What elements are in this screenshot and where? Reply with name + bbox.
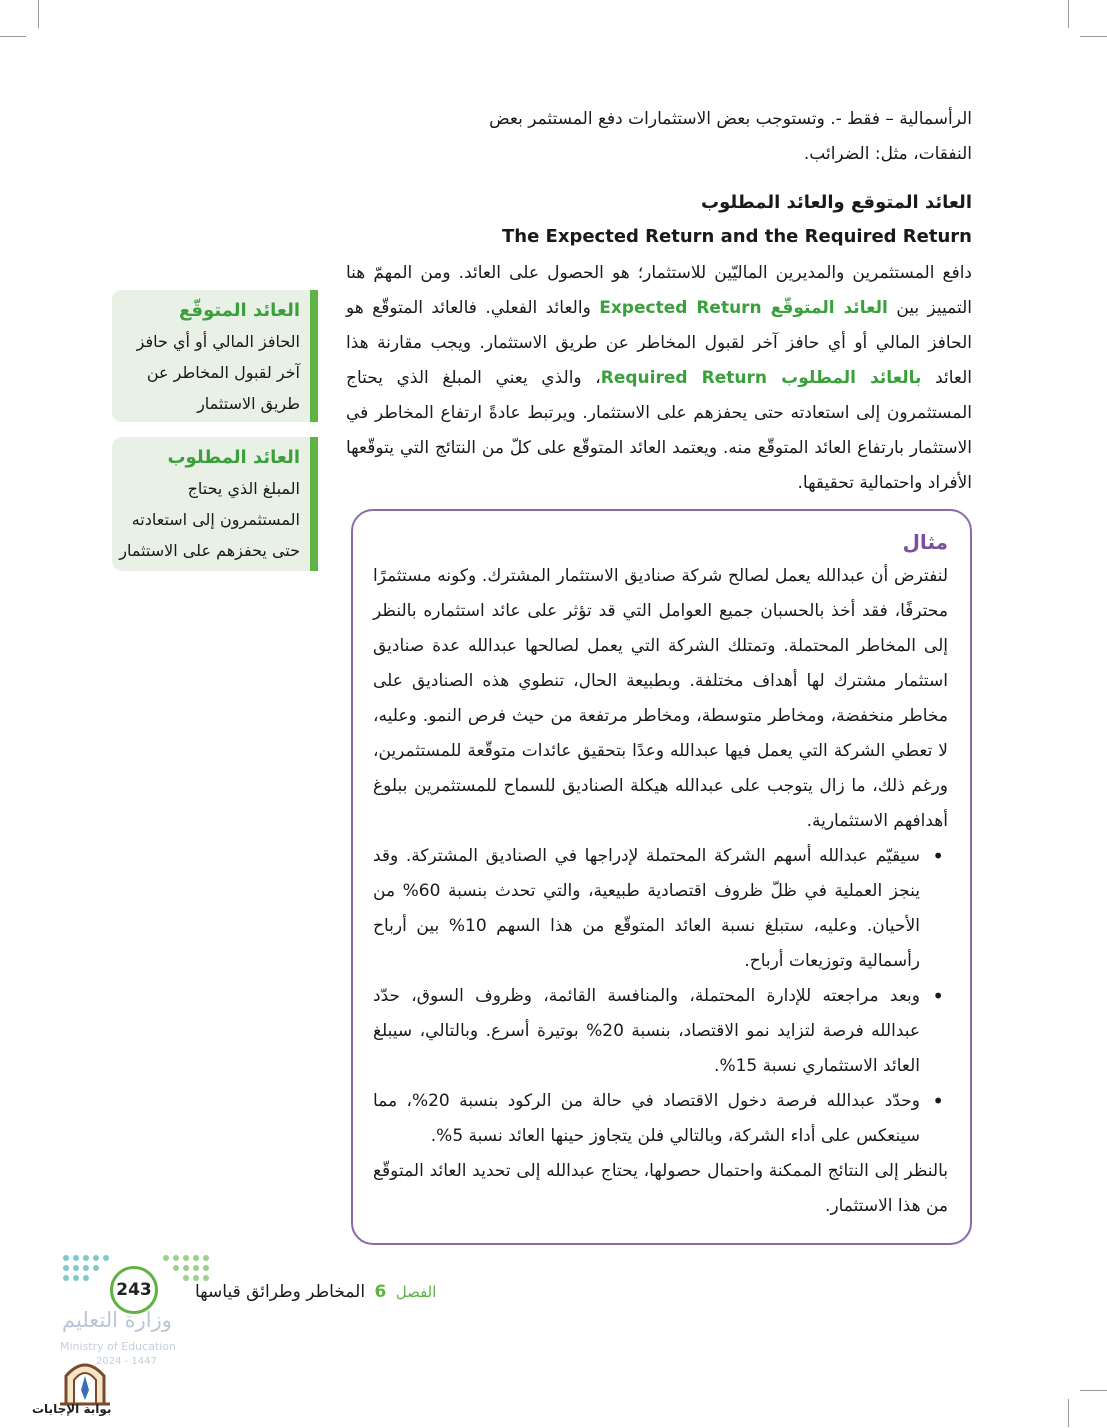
- sidebar-line: المستثمرون إلى استعادته: [131, 510, 300, 529]
- term-required-return: [601, 368, 922, 388]
- term-required-ar: بالعائد المطلوب: [781, 368, 922, 388]
- sidebar-title: العائد المطلوب: [167, 447, 300, 468]
- crop-mark: [1080, 1390, 1107, 1391]
- intro-paragraph: [346, 102, 972, 172]
- sidebar-line: الحافز المالي أو أي حافز: [136, 332, 300, 351]
- crop-mark: [38, 0, 39, 28]
- body-text: [346, 256, 972, 501]
- sidebar-definition-required: [112, 437, 318, 571]
- term-expected-ar: العائد المتوقّع: [770, 298, 888, 318]
- body-text-part: ، والذي يعني المبلغ الذي يحتاج المستثمرون إلى استعادته حتى يحفزهم على الاستثمار. ويرتبط عادةً ارتفاع المخاطر في الاستثمار بارتفاع العائد المتوقّع منه. ويعتمد العائد المتوقّع على كلّ من النتائج التي يتوقّعها الأفراد واحتمالية تحقيقها.: [346, 368, 972, 493]
- intro-line: النفقات، مثل: الضرائب.: [803, 144, 972, 164]
- term-expected-en: Expected Return: [599, 298, 762, 318]
- section-heading-arabic: العائد المتوقع والعائد المطلوب: [701, 192, 972, 213]
- section-heading-english: The Expected Return and the Required Return: [501, 226, 972, 247]
- ministry-name-english: Ministry of Education: [60, 1340, 177, 1353]
- sidebar-definition-expected: [112, 290, 318, 422]
- example-bullet: • وبعد مراجعته للإدارة المحتملة، والمنافسة القائمة، وظروف السوق، حدّد عبدالله فرصة لتزايد نمو الاقتصاد، بنسبة 20% بوتيرة أسرع. وبالتالي، سيبلغ العائد الاستثماري نسبة 15%.: [373, 979, 920, 1084]
- example-conclusion: بالنظر إلى النتائج الممكنة واحتمال حصولها، يحتاج عبدالله إلى تحديد العائد المتوقّع من هذا الاستثمار.: [373, 1161, 948, 1216]
- example-title: مثال: [902, 530, 948, 554]
- ministry-name-arabic: وزارة التعليم: [62, 1308, 172, 1332]
- example-bullet: • سيقيّم عبدالله أسهم الشركة المحتملة لإدراجها في الصناديق المشتركة. وقد ينجز العملية في ظلّ ظروف اقتصادية طبيعية، والتي تحدث بنسبة 60% من الأحيان. وعليه، ستبلغ نسبة العائد المتوقّع من هذا السهم 10% بين أرباح رأسمالية وتوزيعات أرباح.: [373, 839, 920, 979]
- chapter-line: [195, 1280, 436, 1304]
- sidebar-title: العائد المتوقّع: [179, 300, 300, 321]
- sidebar-line: حتى يحفزهم على الاستثمار: [119, 541, 300, 560]
- sidebar-line: آخر لقبول المخاطر عن: [146, 363, 300, 382]
- chapter-title: المخاطر وطرائق قياسها: [195, 1282, 366, 1302]
- chapter-label: الفصل: [395, 1283, 437, 1301]
- body-text-part: دافع المستثمرين والمديرين الماليّين للاستثمار؛ هو الحصول على العائد. ومن المهمّ هنا التمييز بين: [346, 263, 973, 318]
- page-footer: [32, 1248, 480, 1428]
- example-box: [351, 509, 972, 1245]
- sidebar-line: المبلغ الذي يحتاج: [187, 479, 300, 498]
- chapter-number: 6: [374, 1282, 387, 1302]
- example-bullet: • وحدّد عبدالله فرصة دخول الاقتصاد في حالة من الركود بنسبة 20%، مما سينعكس على أداء الشركة، وبالتالي فلن يتجاوز حينها العائد نسبة 5%.: [373, 1084, 920, 1154]
- body-text-part: والعائد الفعلي. فالعائد المتوقّع هو الحافز المالي أو أي حافز آخر لقبول المخاطر عن طريق الاستثمار. ويجب مقارنة هذا العائد: [346, 298, 973, 388]
- crop-mark: [1068, 0, 1069, 28]
- crop-mark: [0, 36, 26, 37]
- body-paragraph: [346, 256, 972, 501]
- example-intro: لنفترض أن عبدالله يعمل لصالح شركة صناديق الاستثمار المشترك. وكونه مستثمرًا محترفًا، فقد أخذ بالحسبان جميع العوامل التي قد تؤثر على عائد استثماره بالنظر إلى المخاطر المحتملة. وتمتلك الشركة التي يعمل لصالحها عبدالله عدة صناديق استثمار مشترك لها أهداف مختلفة. وبطبيعة الحال، تنطوي هذه الصناديق على مخاطر منخفضة، ومخاطر متوسطة، ومخاطر مرتفعة من حيث فرص النمو. وعليه، لا تعطي الشركة التي يعمل فيها عبدالله وعدًا بتحقيق عائدات متوقّعة للمستثمرين، ورغم ذلك، ما زال يتوجب على عبدالله هيكلة الصناديق للسماح للمستثمرين ببلوغ أهدافهم الاستثمارية.: [373, 566, 948, 831]
- crop-mark: [1080, 36, 1107, 37]
- term-expected-return: [599, 298, 888, 318]
- term-required-en: Required Return: [600, 368, 768, 388]
- intro-line: الرأسمالية – فقط -. وتستوجب بعض الاستثمارات دفع المستثمر بعض: [489, 109, 972, 129]
- page-number-badge: 243: [110, 1266, 158, 1314]
- crop-mark: [1068, 1399, 1069, 1427]
- sidebar-line: طريق الاستثمار: [197, 394, 300, 413]
- answers-portal-label: بوابة الإجابات: [32, 1402, 112, 1416]
- ministry-year: 2024 - 1447: [96, 1356, 157, 1367]
- example-bullet-list: [373, 839, 948, 1154]
